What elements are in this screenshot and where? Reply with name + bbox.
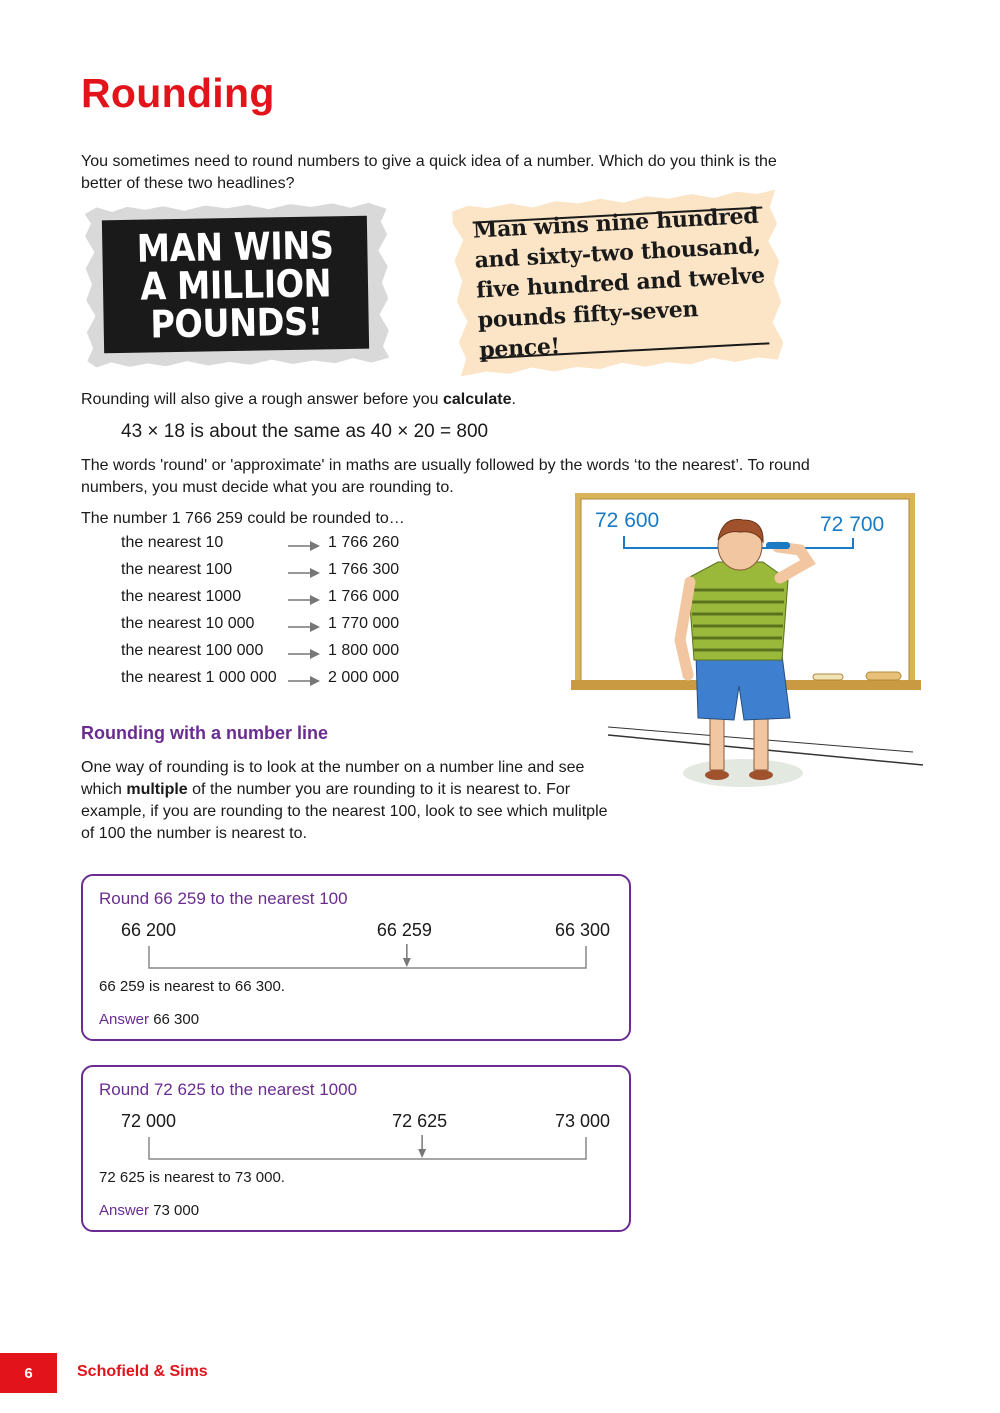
intro-paragraph: You sometimes need to round numbers to give a quick idea of a number. Which do you think is the better of these two headlines? [81, 153, 777, 192]
example-box-2 [81, 1065, 631, 1232]
page-title: Rounding [81, 70, 275, 116]
board-left-label: 72 600 [595, 509, 660, 532]
number-line-bracket [149, 1137, 586, 1159]
headline-short-text: MAN WINS A MILLION POUNDS! [136, 222, 334, 346]
right-arrow-icon [288, 621, 322, 633]
number-line-pointer-arrow [418, 1135, 426, 1158]
whiteboard-eraser [813, 674, 843, 680]
number-line-right-label: 66 300 [555, 920, 611, 940]
words-paragraph: The words 'round' or 'approximate' in maths are usually followed by the words ‘to the nearest’. To round numbers, you must decide what you are rounding to. [81, 457, 810, 496]
subheading-number-line: Rounding with a number line [81, 723, 328, 743]
number-line [83, 876, 633, 976]
number-line-right-label: 73 000 [555, 1111, 611, 1131]
headline-long [472, 202, 770, 364]
publisher-name: Schofield & Sims [77, 1363, 208, 1380]
boy-at-whiteboard-illustration [568, 490, 930, 795]
number-intro: The number 1 766 259 could be rounded to… [81, 510, 405, 527]
number-line-left-label: 72 000 [121, 1111, 177, 1131]
marker-tray-item [866, 672, 901, 680]
example-answer: Answer 73 000 [99, 1202, 200, 1219]
calc-example: 43 × 18 is about the same as 40 × 20 = 800 [121, 421, 489, 442]
example-explanation: 72 625 is nearest to 73 000. [99, 1169, 285, 1186]
right-arrow-icon [288, 540, 322, 552]
rounding-result: 1 770 000 [328, 615, 400, 632]
number-line-paragraph: One way of rounding is to look at the number on a number line and see which multiple of the number you are rounding to it is nearest to. For example, if you are rounding to the nearest 100, look to see which mulitple of 100 the number is nearest to. [81, 759, 608, 842]
rounding-result: 1 766 000 [328, 588, 400, 605]
number-line-bracket [149, 946, 586, 968]
rounding-place: the nearest 100 [121, 561, 233, 578]
rounding-result: 1 766 300 [328, 561, 400, 578]
rounding-result: 2 000 000 [328, 669, 400, 686]
rounding-result: 1 800 000 [328, 642, 400, 659]
rounding-result: 1 766 260 [328, 534, 400, 551]
right-arrow-icon [288, 594, 322, 606]
example-question: Round 66 259 to the nearest 100 [99, 889, 348, 908]
right-arrow-icon [288, 567, 322, 579]
example-question: Round 72 625 to the nearest 1000 [99, 1080, 358, 1099]
number-line [83, 1067, 633, 1167]
rounding-place: the nearest 10 000 [121, 615, 255, 632]
keyword-multiple: multiple [126, 781, 188, 798]
rounding-place: the nearest 10 [121, 534, 224, 551]
right-arrow-icon [288, 675, 322, 687]
answer-value: 66 300 [153, 1011, 200, 1028]
rounding-place: the nearest 1 000 000 [121, 669, 277, 686]
answer-value: 73 000 [153, 1202, 200, 1219]
rounding-place: the nearest 100 000 [121, 642, 264, 659]
number-line-target-label: 66 259 [376, 920, 432, 940]
example-explanation: 66 259 is nearest to 66 300. [99, 978, 285, 995]
number-line-pointer-arrow [403, 944, 411, 967]
example-box-1 [81, 874, 631, 1041]
headline-short [102, 216, 369, 354]
page-number: 6 [0, 1353, 57, 1393]
rounding-place: the nearest 1000 [121, 588, 242, 605]
estimate-paragraph: Rounding will also give a rough answer before you calculate. [81, 391, 516, 408]
number-line-left-label: 66 200 [121, 920, 177, 940]
headline-long-text: Man wins nine hundred and sixty-two thousand, five hundred and twelve pounds fifty-seven pence! [472, 202, 766, 364]
right-arrow-icon [288, 648, 322, 660]
number-line-target-label: 72 625 [392, 1111, 448, 1131]
keyword-calculate: calculate [443, 391, 512, 408]
example-answer: Answer 66 300 [99, 1011, 200, 1028]
board-right-label: 72 700 [820, 513, 885, 536]
